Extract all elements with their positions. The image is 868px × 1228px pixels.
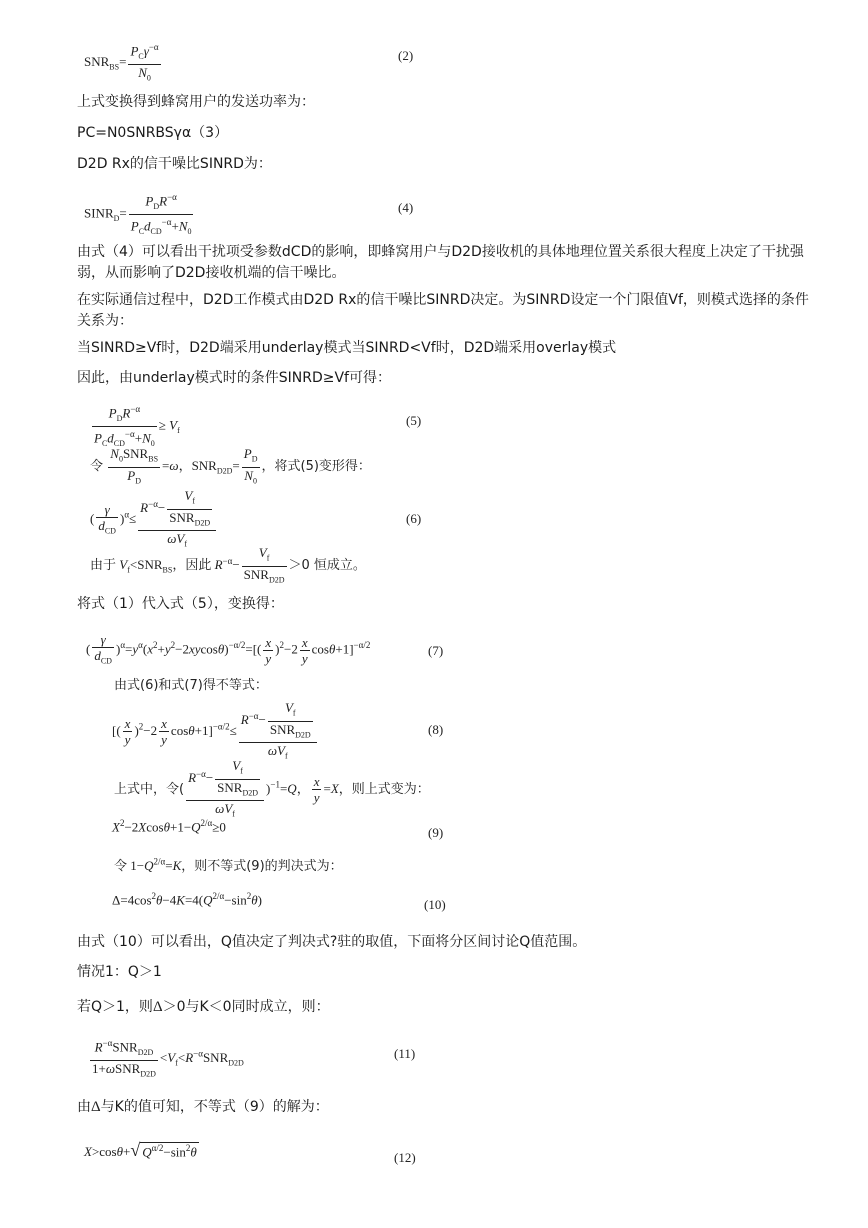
equation-4: $SINR_D=$ $\frac{P_DR^{-\alpha}}{P_Cd_{CD}^{-\alpha}+N_0}$ xyxy=(84,192,192,236)
text-line: 当SINRD≥Vf时，D2D端采用underlay模式当SINRD<Vf时，D2D端采用overlay模式 xyxy=(77,340,617,356)
equation-6b: 由于 $V_f<SNR_{BS}$，因此 $R^{-\alpha}-$ $\frac{V_f}{SNR_{D2D}}$ ＞0 恒成立。 xyxy=(90,545,366,585)
equation-number: (5) xyxy=(406,413,422,428)
equation-number: (4) xyxy=(398,200,414,215)
equation-number: (12) xyxy=(394,1150,416,1165)
text-line: 上式变换得到蜂窝用户的发送功率为： xyxy=(77,94,315,110)
eq-text: ，则上式变为： xyxy=(338,781,430,797)
text-line: 由式（10）可以看出，Q值决定了判决式?驻的取值，下面将分区间讨论Q值范围。 xyxy=(77,934,587,950)
text-line: PC=N0SNRBSγα（3） xyxy=(77,125,229,141)
eq-text: 由式(6)和式(7)得不等式： xyxy=(114,678,268,693)
text-line: 若Q＞1，则Δ＞0与K＜0同时成立，则： xyxy=(77,999,330,1015)
text-fragment: 由 xyxy=(77,1099,91,1115)
text-fragment: ＞0与K＜0同时成立，则： xyxy=(162,999,330,1015)
equation-5b: 令 $\frac{N_0SNR_{BS}}{P_D}$ =ω，$SNR_{D2D}=$ $\frac{P_D}{N_0}$ ，将式(5)变形得： xyxy=(90,446,371,486)
eq-text: 令 xyxy=(114,859,128,874)
equation-number: (11) xyxy=(394,1046,416,1061)
equation-8: [( $\frac{x}{y}$ )$^2$−2 $\frac{x}{y}$ cosθ+1]$^{-\alpha/2}$≤ $R^{-\alpha}-$ $\frac{V_f}{SNR_{D2D}}$ $\omega V_f$ xyxy=(112,700,319,764)
eq-text: ，将式(5)变形得： xyxy=(261,459,371,475)
paragraph: 在实际通信过程中，D2D工作模式由D2D Rx的信干噪比SINRD决定。为SINRD设定一个门限值Vf，则模式选择的条件关系为： xyxy=(77,292,809,329)
text-line: 情况1：Q＞1 xyxy=(77,964,162,980)
equation-11: $\frac{R^{-\alpha}SNR_{D2D}}{1+\omega SNR_{D2D}}$ $<V_f<R^{-\alpha}SNR_{D2D}$ xyxy=(92,1038,244,1079)
text-line: 由Δ与K的值可知，不等式（9）的解为： xyxy=(77,1099,329,1115)
text-line: 因此，由underlay模式时的条件SINRD≥Vf可得： xyxy=(77,370,391,386)
equation-5: $\frac{P_DR^{-\alpha}}{P_Cd_{CD}^{-\alpha}+N_0}$ ≥ $V_f$ xyxy=(94,404,180,448)
equation-10: $\Delta=4\cos^2\theta-4K=4(Q^{2/\alpha}-\sin^2\theta)$ xyxy=(112,891,262,908)
equation-number: (6) xyxy=(406,511,422,526)
eq-text: ，因此 xyxy=(172,558,212,574)
equation-8b: 上式中，令( $R^{-\alpha}-$ $\frac{V_f}{SNR_{D2D}}$ $\omega V_f$ )$^{-1}$=Q， $\frac{x}{y}$ =X，则上式变为： xyxy=(114,758,430,819)
equation-2: $SNR_{BS}=$ $\frac{P_C\gamma^{-\alpha}}{N_0}$ xyxy=(84,42,159,83)
text-fragment: 与K的值可知，不等式（9）的解为： xyxy=(100,1099,329,1115)
text-fragment: 若Q＞1，则 xyxy=(77,999,153,1015)
eq-text: ＞0 恒成立。 xyxy=(288,558,366,574)
equation-number: (8) xyxy=(428,722,444,737)
equation-number: (2) xyxy=(398,48,414,63)
equation-number: (10) xyxy=(424,897,446,912)
text-line: 将式（1）代入式（5），变换得： xyxy=(77,596,284,612)
eq-text: ，则不等式(9)的判决式为： xyxy=(181,859,343,874)
paragraph: 由式（4）可以看出干扰项受参数dCD的影响，即蜂窝用户与D2D接收机的具体地理位置关系很大程度上决定了干扰强弱，从而影响了D2D接收机端的信干噪比。 xyxy=(77,244,804,281)
eq-text: 由于 xyxy=(90,558,117,574)
equation-6: ( $\frac{\gamma}{d_{CD}}$ )$^\alpha$≤ $R^{-\alpha}-$ $\frac{V_f}{SNR_{D2D}}$ $\omega V_f$ xyxy=(90,488,218,552)
equation-12: X>cosθ+√ $Q^{\alpha/2}-\sin^2\theta$ xyxy=(84,1140,197,1160)
equation-9: $X^2-2Xcos\theta+1-Q^{2/\alpha}\ge 0$ xyxy=(112,818,226,835)
text-line: D2D Rx的信干噪比SINRD为： xyxy=(77,156,272,172)
eq-text: 上式中，令( xyxy=(114,781,185,797)
equation-9b: 令 $1-Q^{2/\alpha}=K$，则不等式(9)的判决式为： xyxy=(114,856,343,874)
eq-text: 令 xyxy=(90,459,104,475)
equation-number: (9) xyxy=(428,825,444,840)
equation-7: ( $\frac{\gamma}{d_{CD}}$ )$^\alpha=y^\alpha(x^2+y^2-2xycos\theta)^{-\alpha/2}=$[( $\frac{x}{y}$ )$^2$−2 $\frac{x}{y}$ cosθ+1]$^{-\alpha/2}$ xyxy=(86,632,371,666)
equation-number: (7) xyxy=(428,643,444,658)
